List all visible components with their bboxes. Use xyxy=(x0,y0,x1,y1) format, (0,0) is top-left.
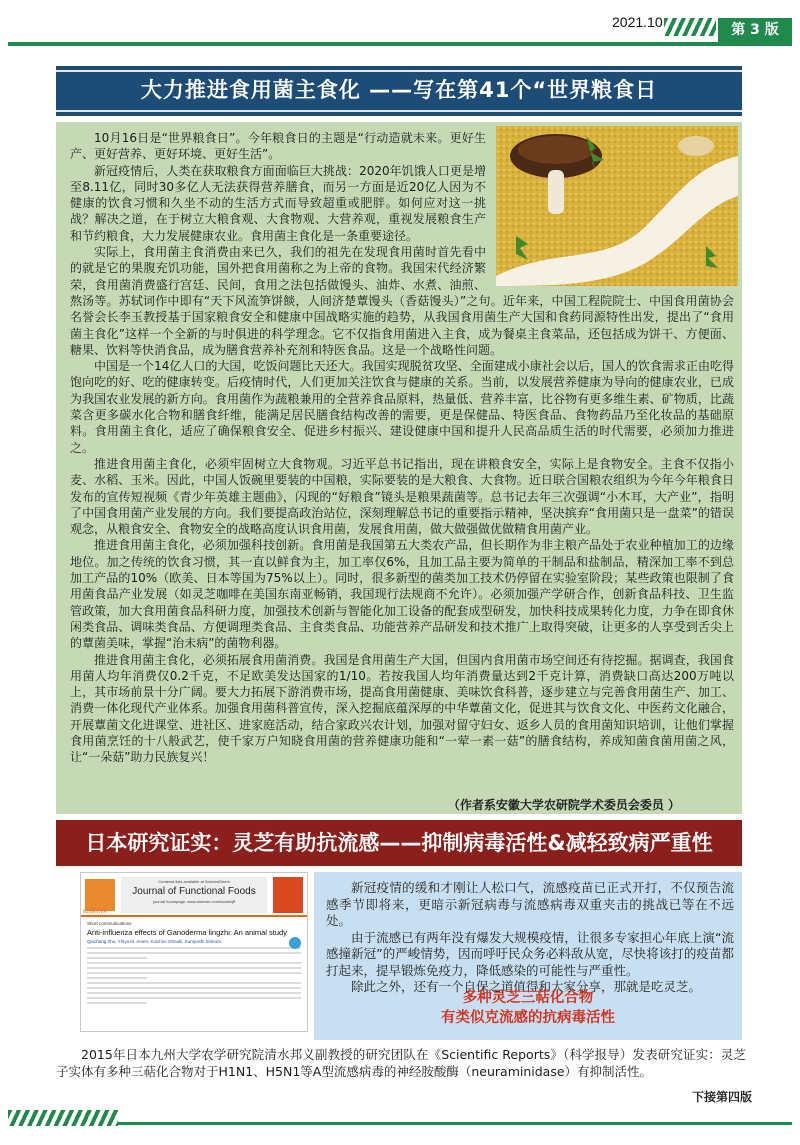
text-line xyxy=(87,992,301,994)
article1-headline: 大力推进食用菌主食化 ——写在第41个“世界粮食日 xyxy=(140,78,658,102)
footer-rule xyxy=(118,1122,792,1125)
text-line xyxy=(87,967,301,969)
text-line xyxy=(87,947,301,949)
text-line xyxy=(87,977,147,979)
issue-date: 2021.10 xyxy=(612,14,663,30)
article1-paragraph-5: 推进食用菌主食化，必须牢固树立大食物观。习近平总书记指出，现在讲粮食安全，实际上是食物安全。主食不仅指小麦、水稻、玉米。因此，中国人饭碗里要装的中国粮，实际要装的是大粮食、大食物。近日联合国粮农组织为今年今年粮食日发布的宣传短视频《青少年英雄主题曲》，闪现的“好粮食”镜头是粮果蔬菌等。总书记去年三次强调“小木耳，大产业”，指明了中国食用菌产业发展的方向。我们要提高政治站位，深刻理解总书记的重要指示精神，坚决摈弃“食用菌只是一盘菜”的错误观念，从粮食安全、食物安全的战略高度认识食用菌，发展食用菌，做大做强做优做精食用菌产业。 xyxy=(70,456,734,537)
article1-paragraph-7: 推进食用菌主食化，必须拓展食用菌消费。我国是食用菌生产大国，但国内食用菌市场空间还有待挖掘。据调查，我国食用菌人均年消费仅0.2千克，不足欧美发达国家的1/10。若按我国人均年消费量达到2千克计算，消费缺口高达200万吨以上，其市场前景十分广阔。要大力拓展下游消费市场，提高食用菌健康、美味饮食科普，逐步建立与完善食用菌生产、加工、消费一体化现代产业体系。加强食用菌科普宣传，深入挖掘底蕴深厚的中华蕈菌文化，促进其与饮食文化、中医药文化融合，开展蕈菌文化进课堂、进社区、进家庭活动，结合家政兴农计划，加强对留守妇女、返乡人员的食用菌知识培训，让他们掌握食用菌烹饪的十八般武艺，使千家万户知晓食用菌的营养健康功能和“一荤一素一菇”的膳食结构，养成知菌食菌用菌之风，让“一朵菇”助力民族复兴！ xyxy=(70,652,734,765)
text-line xyxy=(87,1002,147,1004)
article1-paragraph-4: 中国是一个14亿人口的大国，吃饭问题比天还大。我国实现脱贫攻坚、全面建成小康社会以后，国人的饮食需求正由吃得饱向吃的好、吃的健康转变。后疫情时代，人们更加关注饮食与健康的关系。当前，以发展营养健康为导向的健康农业，已成为我国农业发展的新方向。食用菌作为蔬粮兼用的全营养食品原料，热量低、营养丰富，比谷物有更多维生素、矿物质，比蔬菜含更多碳水化合物和膳食纤维，能满足居民膳食结构改善的需要，更是保健品、特医食品、食物药品乃至化妆品的基础原料。食用菌主食化，适应了确保粮食安全、促进乡村振兴、建设健康中国和提升人民高品质生活的时代需要，必须加力推进之。 xyxy=(70,359,734,455)
article1-paragraph-2: 新冠疫情后，人类在获取粮食方面面临巨大挑战：2020年饥饿人口更是增至8.11亿，同时30多亿人无法获得营养膳食，而另一方面是近20亿人因为不健康的饮食习惯和久坐不动的生活方式而导致超重或肥胖。如何应对这一挑战？解决之道，在于树立大粮食观、大食物观、大营养观，重视发展粮食生产和节约粮食，大力发展健康农业。食用菌主食化是一条重要途径。 xyxy=(70,163,486,243)
text-line xyxy=(87,972,301,974)
article1-text xyxy=(70,130,734,766)
journal-cover-thumbnail xyxy=(273,877,303,913)
article1-paragraph-1: 10月16日是“世界粮食日”。今年粮食日的主题是“行动造就未来。更好生产、更好营养、更好环境、更好生活”。 xyxy=(70,131,486,162)
article2-headline-banner xyxy=(56,820,742,866)
crossmark-icon xyxy=(289,937,301,949)
article2-highlight xyxy=(314,988,742,1028)
article2-caption: 2015年日本九州大学农学研究院清水邦义副教授的研究团队在《Scientific Reports》（科学报导）发表研究证实：灵芝子实体有多种三萜化合物对于H1N1、H5N1等A型流感病毒的神经胺酸酶（neuraminidase）有抑制活性。 xyxy=(56,1047,746,1079)
journal-title-box xyxy=(121,877,267,913)
article2-paragraph-1: 新冠疫情的缓和才刚让人松口气，流感疫苗已正式开打，不仅预告流感季节即将来，更暗示新冠病毒与流感病毒双重夹击的挑战已等在不远处。 xyxy=(326,880,734,928)
article1-paragraph-3: 实际上，食用菌主食消费由来已久，我们的祖先在发现食用菌时首先看中的就是它的果腹充饥功能，国外把食用菌称之为上帝的食物。我国宋代经济繁荣，食用菌消费盛行宫廷、民间，食用之法包括做馒头、油炸、水煮、油煎、熬汤等。苏轼词作中即有“天下风流笋饼餤，人间济楚蕈馒头（香菇馒头）”之句。近年来，中国工程院院士、中国食用菌协会名誉会长李玉教授基于国家粮食安全和健康中国战略实施的趋势，从我国食用菌生产大国和食药同源特性出发，提出了“食用菌主食化”这样一个全新的与时俱进的科学理念。它不仅指食用菌进入主食，成为餐桌主食菜品，还包括成为饼干、方便面、糖果、饮料等快消食品，成为膳食营养补充剂和特医食品。这是一个战略性问题。 xyxy=(70,245,734,357)
header-stripes-decoration xyxy=(664,18,716,36)
paper-title: Anti-influenza effects of Ganoderma lingzhi: An animal study xyxy=(87,928,287,937)
text-line xyxy=(87,957,147,959)
article2-text xyxy=(326,880,734,996)
contents-line: Contents lists available at ScienceDirect xyxy=(158,879,230,884)
continued-on-page-link[interactable]: 下接第四版 xyxy=(691,1090,752,1104)
text-line xyxy=(87,952,301,954)
article2-paragraph-3: 除此之外，还有一个自保之道值得和大家分享，那就是吃灵芝。 xyxy=(351,979,702,994)
highlight-line-1: 多种灵芝三萜化合物 xyxy=(462,990,594,1006)
article1-paragraph-6: 推进食用菌主食化，必须加强科技创新。食用菌是我国第五大类农产品，但长期作为非主粮产品处于农业种植加工的边缘地位。加之传统的饮食习惯，其一直以鲜食为主，加工率仅6%，且加工品主要为简单的干制品和盐制品，精深加工率不到总加工产品的10%（欧美、日本等国为75%以上）。同时，很多新型的菌类加工技术仍停留在实验室阶段；某些政策也限制了食用菌食品产业发展（如灵芝咖啡在美国东南亚畅销，我国现行法规商不允许）。必须加强产学研合作，创新食品科技、卫生监管政策，加大食用菌食品科研力度，加强技术创新与智能化加工设备的配套成型研发，加快科技成果转化力度，力争在即食休闲类食品、调味类食品、方便调理类食品、主食类食品、功能营养产品研发和技术推广上取得突破，让更多的人享受到舌尖上的蕈菌美味，掌握“治未病”的菌物利器。 xyxy=(70,538,734,651)
article2-paragraph-2: 由于流感已有两年没有爆发大规模疫情，让很多专家担心年底上演“流感撞新冠”的严峻情势，因而呼吁民众务必料敌从宽，尽快将该打的疫苗都打起来，提早锻炼免疫力，降低感染的可能性与严重性。 xyxy=(326,929,734,978)
footer-stripes-decoration xyxy=(8,1110,118,1126)
highlight-line-2: 有类似克流感的抗病毒活性 xyxy=(441,1010,615,1026)
article1-body xyxy=(56,122,742,814)
publisher-name: ELSEVIER xyxy=(83,909,108,915)
photo-wrap-space xyxy=(486,130,734,290)
journal-homepage: journal homepage: www.elsevier.com/locate/jff xyxy=(153,899,235,904)
text-line xyxy=(87,997,301,999)
paper-section: Short communications xyxy=(87,921,132,926)
text-line xyxy=(87,987,301,989)
header-rule xyxy=(8,42,792,46)
paper-authors: Qinchang Zhu, Yhiya M. Amen, Koichiro Ohnuki, Kuniyoshi Shimizu xyxy=(87,939,222,944)
article2-headline: 日本研究证实：灵芝有助抗流感——抑制病毒活性&减轻致病严重性 xyxy=(85,831,713,855)
text-line xyxy=(87,962,301,964)
journal-title: Journal of Functional Foods xyxy=(132,886,256,897)
article2-note-box xyxy=(314,872,742,1040)
journal-paper-image xyxy=(80,872,308,1032)
elsevier-logo xyxy=(85,879,115,911)
article1-headline-banner xyxy=(56,66,742,116)
journal-header xyxy=(81,873,307,917)
page-number-badge: 第 3 版 xyxy=(718,18,792,42)
text-line xyxy=(87,982,301,984)
article1-author: （作者系安徽大学农研院学术委员会委员 ） xyxy=(447,798,680,812)
